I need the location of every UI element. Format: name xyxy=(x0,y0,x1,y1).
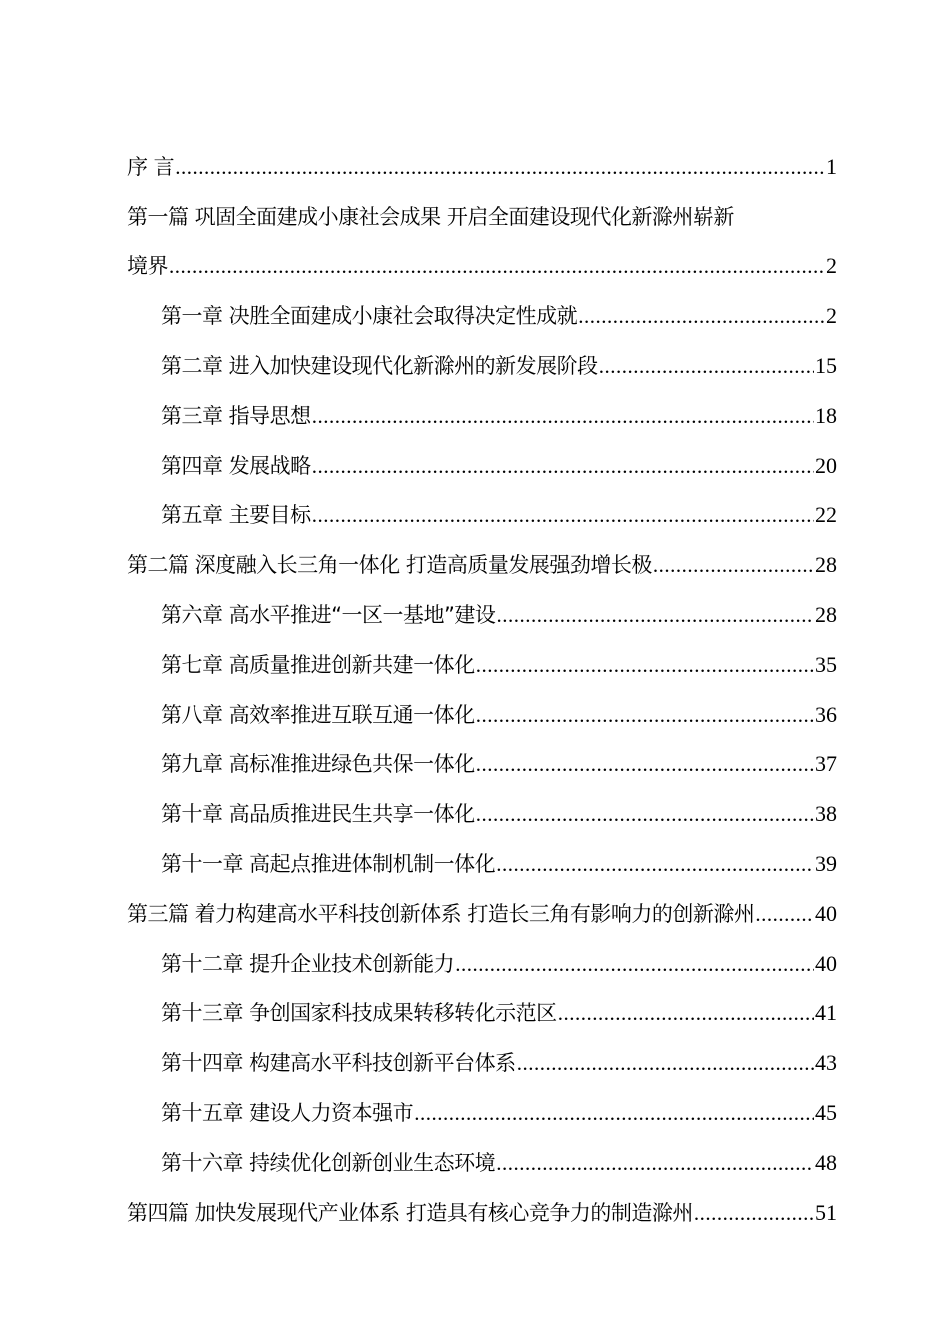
toc-entry-page: 43 xyxy=(815,1050,837,1076)
toc-entry[interactable] xyxy=(127,775,837,825)
toc-entry-page: 20 xyxy=(815,452,837,478)
toc-entry[interactable] xyxy=(127,925,837,975)
toc-entry[interactable] xyxy=(127,1124,837,1174)
toc-entry-title: 第十六章 持续优化创新创业生态环境 xyxy=(161,1150,496,1175)
toc-entry-title: 第五章 主要目标 xyxy=(161,503,311,528)
toc-entry-page: 2 xyxy=(826,303,837,329)
toc-entry-title: 第三章 指导思想 xyxy=(161,403,311,428)
toc-entry[interactable] xyxy=(127,427,837,477)
toc-entry[interactable] xyxy=(127,975,837,1025)
dot-leader xyxy=(653,555,814,576)
dot-leader xyxy=(496,854,814,875)
toc-entry-preface[interactable] xyxy=(127,128,837,178)
dot-leader xyxy=(599,356,814,377)
toc-entry-title: 第十章 高品质推进民生共享一体化 xyxy=(161,802,475,827)
dot-leader xyxy=(476,804,814,825)
toc-entry-part[interactable] xyxy=(127,526,837,576)
dot-leader xyxy=(755,904,814,925)
toc-entry-page: 1 xyxy=(826,153,837,179)
toc-entry-title: 第十一章 高起点推进体制机制一体化 xyxy=(161,851,496,876)
toc-entry-title: 第十三章 争创国家科技成果转移转化示范区 xyxy=(161,1001,557,1026)
toc-entry[interactable] xyxy=(127,726,837,776)
toc-entry-title: 第十五章 建设人力资本强市 xyxy=(161,1100,414,1125)
toc-entry-title: 第一篇 巩固全面建成小康社会成果 开启全面建设现代化新滁州崭新 xyxy=(127,204,734,229)
table-of-contents xyxy=(127,128,837,1224)
toc-entry-page: 28 xyxy=(815,552,837,578)
toc-entry-page: 36 xyxy=(815,701,837,727)
toc-entry-part1-line1[interactable] xyxy=(127,178,837,228)
toc-entry-page: 22 xyxy=(815,502,837,528)
toc-entry[interactable] xyxy=(127,1074,837,1124)
toc-entry-title: 第十二章 提升企业技术创新能力 xyxy=(161,951,455,976)
dot-leader xyxy=(496,1153,814,1174)
dot-leader xyxy=(558,1003,814,1024)
toc-entry-page: 39 xyxy=(815,850,837,876)
dot-leader xyxy=(496,605,814,626)
toc-entry-page: 41 xyxy=(815,1000,837,1026)
toc-entry-page: 2 xyxy=(826,253,837,279)
dot-leader xyxy=(517,1053,814,1074)
toc-entry[interactable] xyxy=(127,277,837,327)
toc-entry-page: 15 xyxy=(815,352,837,378)
toc-entry-part1-line2[interactable] xyxy=(127,228,837,278)
toc-entry-part[interactable] xyxy=(127,875,837,925)
toc-entry-title: 第二篇 深度融入长三角一体化 打造高质量发展强劲增长极 xyxy=(127,553,652,578)
toc-entry-title: 第六章 高水平推进“一区一基地”建设 xyxy=(161,602,496,627)
toc-entry-page: 35 xyxy=(815,651,837,677)
dot-leader xyxy=(455,954,814,975)
toc-entry-page: 38 xyxy=(815,801,837,827)
toc-entry-title: 序 言 xyxy=(127,154,175,179)
dot-leader xyxy=(578,306,825,327)
toc-entry-title: 第九章 高标准推进绿色共保一体化 xyxy=(161,752,475,777)
toc-entry[interactable] xyxy=(127,327,837,377)
dot-leader xyxy=(175,157,825,178)
toc-entry-page: 45 xyxy=(815,1099,837,1125)
toc-entry-title: 第十四章 构建高水平科技创新平台体系 xyxy=(161,1051,516,1076)
toc-entry-page: 28 xyxy=(815,601,837,627)
toc-entry-page: 51 xyxy=(815,1199,837,1225)
toc-entry-part[interactable] xyxy=(127,1174,837,1224)
toc-entry-title: 第一章 决胜全面建成小康社会取得决定性成就 xyxy=(161,304,578,329)
toc-entry[interactable] xyxy=(127,477,837,527)
toc-entry-page: 40 xyxy=(815,900,837,926)
dot-leader xyxy=(312,456,814,477)
dot-leader xyxy=(312,406,814,427)
toc-entry-title: 第四篇 加快发展现代产业体系 打造具有核心竞争力的制造滁州 xyxy=(127,1200,693,1225)
toc-entry[interactable] xyxy=(127,576,837,626)
dot-leader xyxy=(694,1203,814,1224)
toc-entry-title: 第八章 高效率推进互联互通一体化 xyxy=(161,702,475,727)
toc-entry-title: 第三篇 着力构建高水平科技创新体系 打造长三角有影响力的创新滁州 xyxy=(127,901,755,926)
dot-leader xyxy=(476,655,814,676)
toc-entry[interactable] xyxy=(127,377,837,427)
toc-entry[interactable] xyxy=(127,1024,837,1074)
dot-leader xyxy=(312,505,814,526)
dot-leader xyxy=(414,1103,814,1124)
toc-entry-title: 境界 xyxy=(127,254,168,279)
toc-entry-title: 第四章 发展战略 xyxy=(161,453,311,478)
toc-entry-title: 第七章 高质量推进创新共建一体化 xyxy=(161,652,475,677)
dot-leader xyxy=(476,705,814,726)
toc-entry-title: 第二章 进入加快建设现代化新滁州的新发展阶段 xyxy=(161,353,598,378)
dot-leader xyxy=(169,256,825,277)
toc-entry-page: 37 xyxy=(815,751,837,777)
dot-leader xyxy=(476,754,814,775)
toc-entry-page: 40 xyxy=(815,950,837,976)
toc-entry[interactable] xyxy=(127,825,837,875)
toc-entry[interactable] xyxy=(127,676,837,726)
toc-entry-page: 48 xyxy=(815,1149,837,1175)
toc-entry-page: 18 xyxy=(815,402,837,428)
toc-entry[interactable] xyxy=(127,626,837,676)
